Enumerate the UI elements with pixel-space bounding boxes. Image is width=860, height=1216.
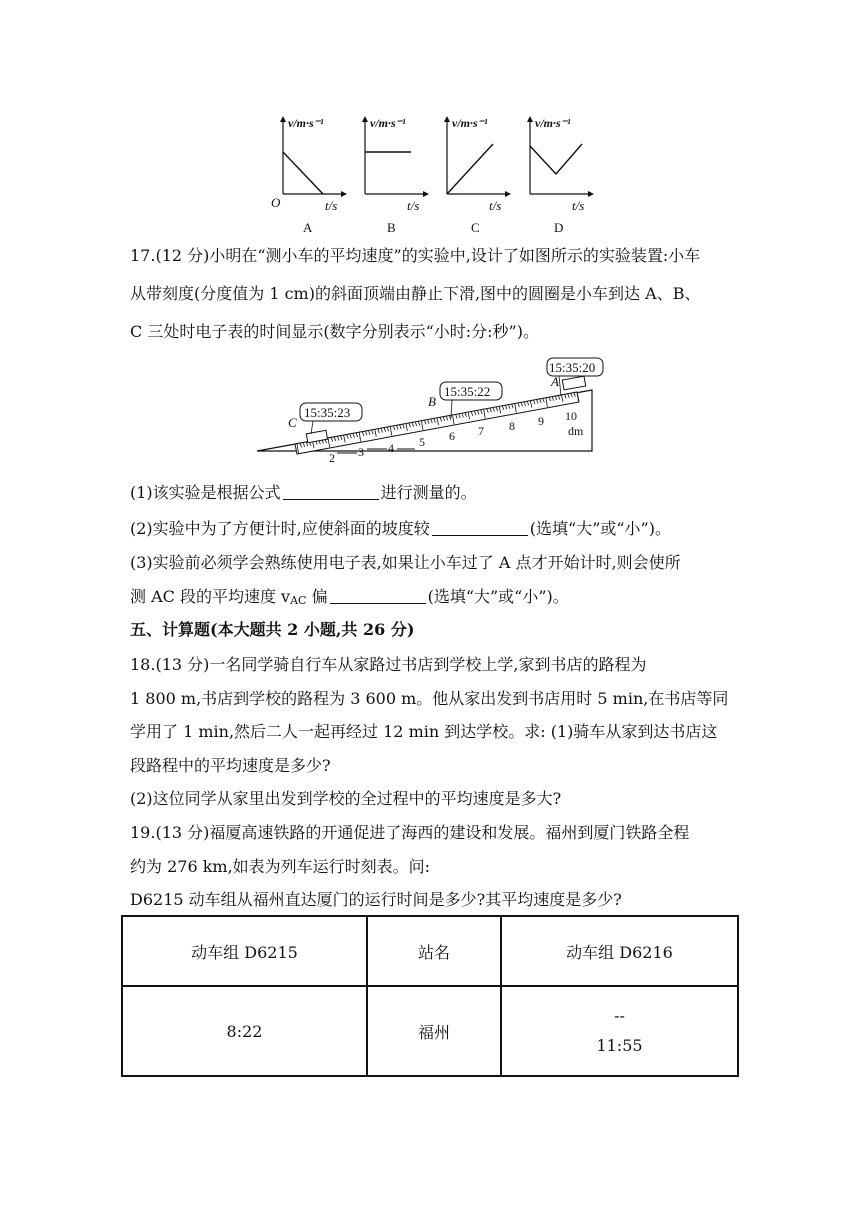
q17-line-1: 17.(12 分)小明在“测小车的平均速度”的实验中,设计了如图所示的实验装置:小车 bbox=[130, 246, 701, 265]
graph-a-t-label: t/s bbox=[325, 198, 338, 213]
q17-part-3-line-2 bbox=[130, 587, 569, 611]
table-header-row bbox=[122, 916, 738, 986]
table-row bbox=[122, 986, 738, 1076]
q17-part-2 bbox=[130, 519, 671, 539]
tick-9: 9 bbox=[538, 414, 544, 428]
clock-a: 15:35:20 bbox=[549, 360, 596, 375]
clock-b: 15:35:22 bbox=[444, 384, 491, 399]
q17-part-3-after: (选填“大”或“小”)。 bbox=[427, 587, 569, 606]
header-d6215: 动车组 D6215 bbox=[122, 916, 367, 986]
q19-line-2: 约为 276 km,如表为列车运行时刻表。问: bbox=[130, 857, 431, 876]
graph-d-t-label: t/s bbox=[572, 198, 585, 213]
q18-line-3: 学用了 1 min,然后二人一起再经过 12 min 到达学校。求: (1)骑车从家到达书店这 bbox=[130, 722, 718, 741]
graph-c-label: C bbox=[471, 220, 480, 235]
q18-line-4: 段路程中的平均速度是多少? bbox=[130, 756, 331, 775]
q17-part-3-before: 测 AC 段的平均速度 v bbox=[130, 587, 291, 606]
label-c: C bbox=[288, 415, 297, 430]
cell-station-name: 福州 bbox=[367, 986, 501, 1076]
tick-10: 10 bbox=[565, 409, 577, 423]
q17-part-2-after: (选填“大”或“小”)。 bbox=[529, 519, 671, 538]
cell-d6215-time: 8:22 bbox=[122, 986, 367, 1076]
graph-d-v-label: v/m·s⁻¹ bbox=[535, 116, 571, 130]
tick-3: 3 bbox=[358, 445, 364, 459]
incline-figure bbox=[255, 352, 605, 464]
answer-blank-2[interactable] bbox=[432, 519, 528, 536]
q19-line-1: 19.(13 分)福厦高速铁路的开通促进了海西的建设和发展。福州到厦门铁路全程 bbox=[130, 823, 690, 842]
q18-line-1: 18.(13 分)一名同学骑自行车从家路过书店到学校上学,家到书店的路程为 bbox=[130, 655, 647, 674]
graph-a-label: A bbox=[303, 220, 313, 235]
q17-part-1 bbox=[130, 483, 477, 503]
q17-part-2-before: (2)实验中为了方便计时,应使斜面的坡度较 bbox=[130, 519, 430, 538]
graph-a-origin: O bbox=[271, 195, 281, 210]
graph-a-v-label: v/m·s⁻¹ bbox=[288, 116, 324, 130]
graph-d-label: D bbox=[554, 220, 564, 235]
cell-d6216-depart: 11:55 bbox=[596, 1036, 643, 1055]
q17-line-2: 从带刻度(分度值为 1 cm)的斜面顶端由静止下滑,图中的圆圈是小车到达 A、B、 bbox=[130, 284, 701, 303]
tick-6: 6 bbox=[449, 429, 455, 443]
tick-4: 4 bbox=[388, 441, 394, 455]
label-b: B bbox=[428, 394, 436, 409]
section-5-heading: 五、计算题(本大题共 2 小题,共 26 分) bbox=[130, 620, 415, 639]
q19-line-3: D6215 动车组从福州直达厦门的运行时间是多少?其平均速度是多少? bbox=[130, 890, 622, 909]
answer-blank-1[interactable] bbox=[283, 483, 379, 500]
graph-c-v-label: v/m·s⁻¹ bbox=[452, 116, 488, 130]
q18-line-2: 1 800 m,书店到学校的路程为 3 600 m。他从家出发到书店用时 5 min,在书店等同 bbox=[130, 689, 729, 708]
graph-b-v-label: v/m·s⁻¹ bbox=[370, 116, 406, 130]
vt-graphs-figure bbox=[262, 112, 608, 238]
q18-line-5: (2)这位同学从家里出发到学校的全过程中的平均速度是多大? bbox=[130, 789, 562, 808]
cell-d6216-arrive: -- bbox=[614, 1006, 625, 1025]
graph-a bbox=[271, 116, 347, 235]
q17-part-3-line-1: (3)实验前必须学会熟练使用电子表,如果让小车过了 A 点才开始计时,则会使所 bbox=[130, 553, 681, 572]
graph-d bbox=[527, 116, 594, 235]
q17-part-1-after: 进行测量的。 bbox=[380, 483, 477, 502]
tick-7: 7 bbox=[478, 424, 484, 438]
graph-b-label: B bbox=[387, 220, 396, 235]
graph-b-t-label: t/s bbox=[407, 198, 420, 213]
graph-c-t-label: t/s bbox=[489, 198, 502, 213]
graph-c bbox=[444, 116, 511, 235]
header-d6216: 动车组 D6216 bbox=[501, 916, 738, 986]
q17-part-1-before: (1)该实验是根据公式 bbox=[130, 483, 281, 502]
label-a: A bbox=[551, 374, 559, 389]
tick-5: 5 bbox=[419, 435, 425, 449]
header-station: 站名 bbox=[367, 916, 501, 986]
q17-line-3: C 三处时电子表的时间显示(数字分别表示“小时:分:秒”)。 bbox=[130, 322, 539, 341]
train-timetable bbox=[121, 915, 739, 1077]
unit-dm: dm bbox=[568, 424, 584, 438]
tick-2: 2 bbox=[329, 451, 335, 464]
tick-8: 8 bbox=[509, 419, 515, 433]
answer-blank-3[interactable] bbox=[330, 587, 426, 604]
cell-d6216-time bbox=[501, 986, 738, 1076]
clock-c: 15:35:23 bbox=[304, 405, 351, 420]
q17-part-3-sub: AC bbox=[290, 594, 307, 607]
graph-b bbox=[362, 116, 429, 235]
q17-part-3-mid: 偏 bbox=[306, 587, 328, 606]
